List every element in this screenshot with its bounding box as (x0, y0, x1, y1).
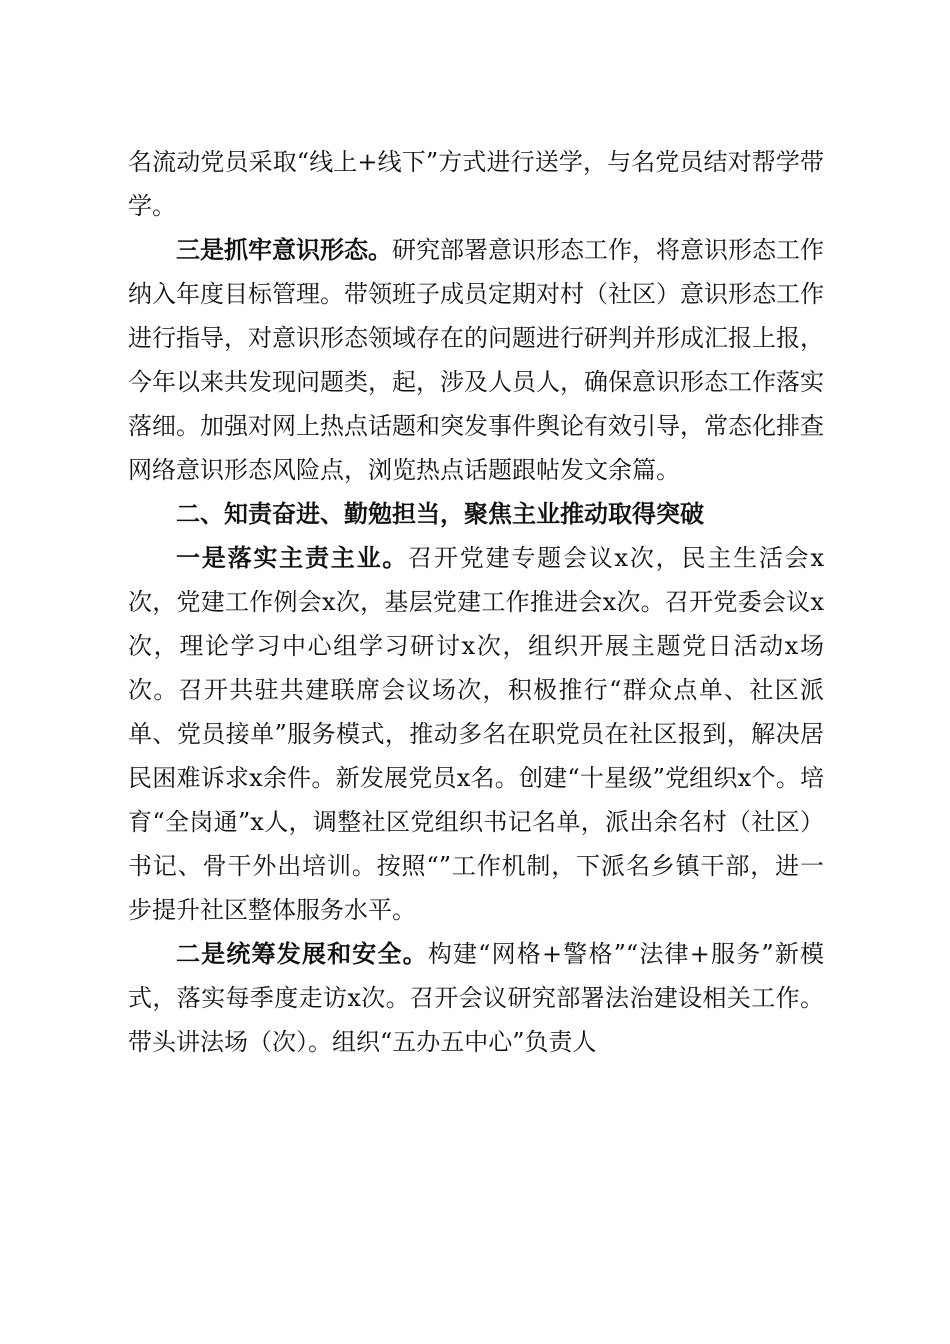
paragraph-development-security (128, 932, 824, 1064)
section-heading: 二、知责奋进、勤勉担当，聚焦主业推动取得突破 (176, 500, 704, 528)
paragraph-ideology (128, 228, 824, 492)
paragraph-text: 名流动党员采取“线上+线下”方式进行送学，与名党员结对帮学带学。 (128, 148, 824, 220)
document-body (128, 140, 824, 1064)
paragraph-text: 召开党建专题会议x次，民主生活会x次，党建工作例会x次，基层党建工作推进会x次。召开党委会议x次，理论学习中心组学习研讨x次，组织开展主题党日活动x场次。召开共驻共建联席会议场次，积极推行“群众点单、社区派单、党员接单”服务模式，推动多名在职党员在社区报到，解决居民困难诉求x余件。新发展党员x名。创建“十星级”党组织x个。培育“全岗通”x人，调整社区党组织书记名单，派出余名村（社区）书记、骨干外出培训。按照“”工作机制，下派名乡镇干部，进一步提升社区整体服务水平。 (128, 544, 824, 924)
paragraph-main-responsibility (128, 536, 824, 932)
paragraph-text: 构建“网格+警格”“法律+服务”新模式，落实每季度走访x次。召开会议研究部署法治建设相关工作。带头讲法场（次）。组织“五办五中心”负责人 (128, 940, 825, 1056)
paragraph-lead: 三是抓牢意识形态。 (176, 235, 392, 264)
paragraph-text: 研究部署意识形态工作，将意识形态工作纳入年度目标管理。带领班子成员定期对村（社区）意识形态工作进行指导，对意识形态领域存在的问题进行研判并形成汇报上报，今年以来共发现问题类，起，涉及人员人，确保意识形态工作落实落细。加强对网上热点话题和突发事件舆论有效引导，常态化排查网络意识形态风险点，浏览热点话题跟帖发文余篇。 (128, 236, 824, 484)
paragraph-lead: 二是统筹发展和安全。 (176, 939, 428, 968)
paragraph-lead: 一是落实主责主业。 (176, 543, 409, 572)
paragraph-continuation (128, 140, 824, 228)
